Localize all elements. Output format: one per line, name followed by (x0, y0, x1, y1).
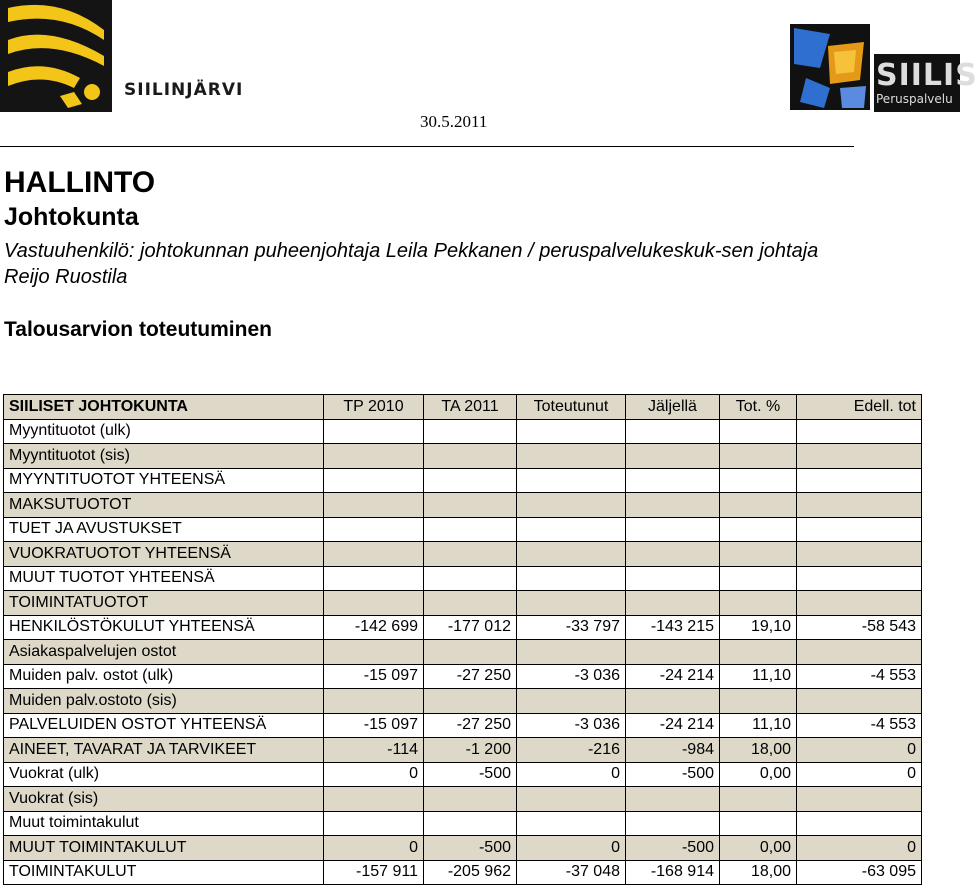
siilis-logo-text: SIILIS (876, 58, 978, 93)
table-cell (797, 468, 922, 493)
table-cell (720, 689, 797, 714)
table-cell (797, 640, 922, 665)
table-cell (720, 787, 797, 812)
table-cell (720, 811, 797, 836)
table-cell: 0 (797, 762, 922, 787)
table-cell (517, 419, 626, 444)
table-cell: 18,00 (720, 738, 797, 763)
table-cell: 0 (324, 836, 424, 861)
table-cell (517, 689, 626, 714)
table-cell (424, 591, 517, 616)
row-label: Myyntituotot (ulk) (4, 419, 324, 444)
responsible-person: Vastuuhenkilö: johtokunnan puheenjohtaja Leila Pekkanen / peruspalvelukeskuk-sen johtaja Reijo Ruostila (4, 240, 819, 288)
table-cell: -58 543 (797, 615, 922, 640)
table-cell: 0,00 (720, 762, 797, 787)
table-cell: -205 962 (424, 860, 517, 885)
table-cell (324, 566, 424, 591)
table-cell (324, 444, 424, 469)
column-header: SIILISET JOHTOKUNTA (4, 395, 324, 420)
table-cell (797, 517, 922, 542)
table-cell: -177 012 (424, 615, 517, 640)
table-cell (324, 787, 424, 812)
table-cell (720, 493, 797, 518)
table-cell (797, 419, 922, 444)
table-row (4, 762, 922, 787)
table-row (4, 738, 922, 763)
table-row (4, 836, 922, 861)
row-label: HENKILÖSTÖKULUT YHTEENSÄ (4, 615, 324, 640)
table-cell (797, 689, 922, 714)
table-cell (720, 517, 797, 542)
table-row (4, 468, 922, 493)
siilis-logo-subtext: Peruspalvelu (876, 92, 953, 106)
table-cell: -15 097 (324, 713, 424, 738)
table-row (4, 419, 922, 444)
row-label: PALVELUIDEN OSTOT YHTEENSÄ (4, 713, 324, 738)
table-cell: -143 215 (626, 615, 720, 640)
table-cell (517, 787, 626, 812)
table-cell (720, 542, 797, 567)
table-row (4, 615, 922, 640)
table-cell: -114 (324, 738, 424, 763)
table-cell: 0 (517, 836, 626, 861)
table-cell (517, 591, 626, 616)
table-cell (424, 640, 517, 665)
table-cell: 0 (324, 762, 424, 787)
table-cell: 0 (797, 836, 922, 861)
table-cell (797, 591, 922, 616)
table-cell (424, 419, 517, 444)
table-cell (626, 591, 720, 616)
table-cell (324, 689, 424, 714)
table-cell: 11,10 (720, 664, 797, 689)
table-cell (517, 444, 626, 469)
table-cell (424, 566, 517, 591)
table-cell (626, 566, 720, 591)
table-cell (424, 787, 517, 812)
table-row (4, 591, 922, 616)
row-label: Asiakaspalvelujen ostot (4, 640, 324, 665)
table-cell (324, 419, 424, 444)
table-cell (424, 444, 517, 469)
table-cell: -24 214 (626, 713, 720, 738)
table-cell (797, 493, 922, 518)
table-cell (424, 468, 517, 493)
table-cell: -63 095 (797, 860, 922, 885)
table-cell: -1 200 (424, 738, 517, 763)
table-cell: -984 (626, 738, 720, 763)
table-cell: -142 699 (324, 615, 424, 640)
table-row (4, 493, 922, 518)
table-cell: 0,00 (720, 836, 797, 861)
column-header: TP 2010 (324, 395, 424, 420)
table-cell (797, 444, 922, 469)
row-label: Muiden palv.ostoto (sis) (4, 689, 324, 714)
table-cell (324, 591, 424, 616)
row-label: TUET JA AVUSTUKSET (4, 517, 324, 542)
section-heading: Talousarvion toteutuminen (4, 318, 272, 341)
table-cell (324, 542, 424, 567)
table-cell (626, 468, 720, 493)
row-label: TOIMINTAKULUT (4, 860, 324, 885)
row-label: MYYNTITUOTOT YHTEENSÄ (4, 468, 324, 493)
table-cell: -27 250 (424, 713, 517, 738)
table-cell (626, 517, 720, 542)
column-header: TA 2011 (424, 395, 517, 420)
table-cell (324, 640, 424, 665)
document-date: 30.5.2011 (420, 112, 488, 131)
table-cell (517, 517, 626, 542)
table-cell (626, 689, 720, 714)
row-label: Myyntituotot (sis) (4, 444, 324, 469)
table-cell (720, 591, 797, 616)
table-cell: -33 797 (517, 615, 626, 640)
table-cell: 0 (797, 738, 922, 763)
table-cell (626, 640, 720, 665)
header-rule (0, 146, 854, 147)
table-cell (626, 493, 720, 518)
column-header: Tot. % (720, 395, 797, 420)
table-row (4, 566, 922, 591)
table-cell (720, 419, 797, 444)
table-row (4, 787, 922, 812)
table-cell (424, 542, 517, 567)
table-cell (797, 542, 922, 567)
row-label: Vuokrat (ulk) (4, 762, 324, 787)
table-cell (424, 811, 517, 836)
table-header-row (4, 395, 922, 420)
table-cell (720, 444, 797, 469)
table-cell (424, 493, 517, 518)
row-label: Muut toimintakulut (4, 811, 324, 836)
row-label: TOIMINTATUOTOT (4, 591, 324, 616)
budget-table (3, 394, 922, 885)
row-label: VUOKRATUOTOT YHTEENSÄ (4, 542, 324, 567)
page-subtitle: Johtokunta (4, 203, 139, 231)
table-cell: 19,10 (720, 615, 797, 640)
column-header: Toteutunut (517, 395, 626, 420)
table-cell (626, 787, 720, 812)
table-row (4, 689, 922, 714)
table-cell: -3 036 (517, 664, 626, 689)
table-cell: -500 (626, 836, 720, 861)
table-cell (517, 566, 626, 591)
table-cell: -500 (424, 762, 517, 787)
row-label: MUUT TUOTOT YHTEENSÄ (4, 566, 324, 591)
row-label: Muiden palv. ostot (ulk) (4, 664, 324, 689)
table-cell: 0 (517, 762, 626, 787)
row-label: MUUT TOIMINTAKULUT (4, 836, 324, 861)
table-cell (424, 689, 517, 714)
table-row (4, 664, 922, 689)
table-cell: -216 (517, 738, 626, 763)
table-cell: -4 553 (797, 664, 922, 689)
table-cell (797, 787, 922, 812)
table-cell (517, 542, 626, 567)
table-cell (517, 468, 626, 493)
table-cell: -27 250 (424, 664, 517, 689)
table-cell (324, 493, 424, 518)
table-cell: -15 097 (324, 664, 424, 689)
table-cell (720, 566, 797, 591)
row-label: MAKSUTUOTOT (4, 493, 324, 518)
table-cell: -157 911 (324, 860, 424, 885)
column-header: Jäljellä (626, 395, 720, 420)
table-row (4, 811, 922, 836)
table-cell: -24 214 (626, 664, 720, 689)
table-cell (324, 811, 424, 836)
table-cell: -500 (626, 762, 720, 787)
siilinjarvi-logo-text: SIILINJÄRVI (124, 80, 244, 100)
table-cell: 18,00 (720, 860, 797, 885)
table-row (4, 713, 922, 738)
table-cell (720, 468, 797, 493)
table-cell: 11,10 (720, 713, 797, 738)
table-cell (424, 517, 517, 542)
table-cell (517, 811, 626, 836)
table-cell (626, 811, 720, 836)
table-cell (517, 640, 626, 665)
table-cell (626, 444, 720, 469)
table-row (4, 640, 922, 665)
table-cell (626, 419, 720, 444)
table-row (4, 860, 922, 885)
table-cell (324, 517, 424, 542)
table-cell: -168 914 (626, 860, 720, 885)
table-row (4, 444, 922, 469)
table-cell (797, 566, 922, 591)
table-cell: -500 (424, 836, 517, 861)
table-row (4, 542, 922, 567)
table-cell: -3 036 (517, 713, 626, 738)
row-label: AINEET, TAVARAT JA TARVIKEET (4, 738, 324, 763)
table-cell (797, 811, 922, 836)
table-row (4, 517, 922, 542)
column-header: Edell. tot (797, 395, 922, 420)
row-label: Vuokrat (sis) (4, 787, 324, 812)
table-cell (626, 542, 720, 567)
table-cell (324, 468, 424, 493)
table-cell (720, 640, 797, 665)
table-cell (517, 493, 626, 518)
table-cell: -4 553 (797, 713, 922, 738)
table-cell: -37 048 (517, 860, 626, 885)
page-title: HALLINTO (4, 166, 156, 199)
